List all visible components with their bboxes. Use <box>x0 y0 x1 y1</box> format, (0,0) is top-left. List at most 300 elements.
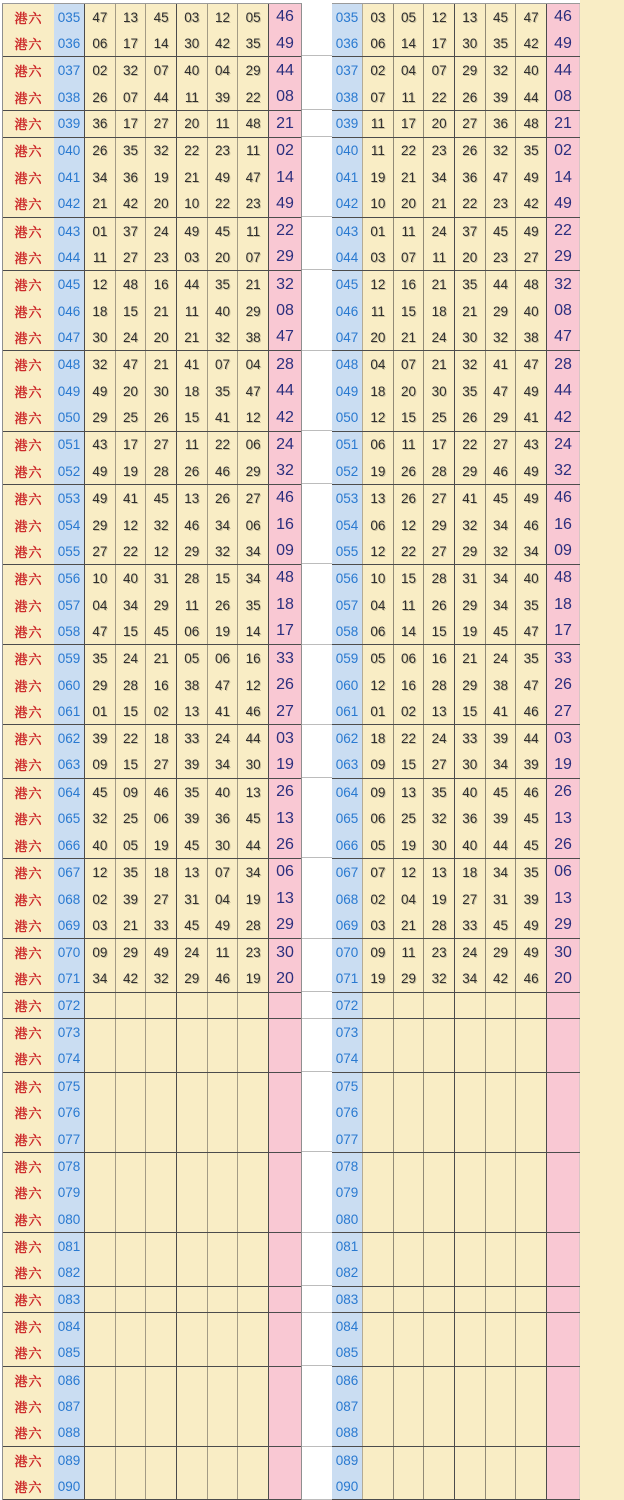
number-cell <box>238 1046 269 1072</box>
sorted-number-cell: 41 <box>516 405 547 431</box>
draw-type-label: 港六 <box>3 191 54 217</box>
special-number-cell: 48 <box>269 565 301 592</box>
sorted-number-cell <box>516 1287 547 1313</box>
number-cell <box>238 1393 269 1420</box>
draw-row-037 <box>332 57 580 84</box>
sorted-number-cell: 45 <box>486 4 517 31</box>
draw-row-045 <box>332 271 580 298</box>
special-number-cell: 20 <box>269 966 301 992</box>
period-cell: 076 <box>54 1099 85 1126</box>
number-cell <box>177 1447 208 1474</box>
special-number-cell <box>547 1260 580 1286</box>
period-cell: 067 <box>332 859 363 886</box>
number-cell <box>208 1046 239 1072</box>
number-cell: 19 <box>238 886 269 913</box>
draw-row-079 <box>332 1180 580 1207</box>
draw-type-label: 港六 <box>3 1420 54 1446</box>
sorted-number-cell <box>424 1447 455 1474</box>
sorted-number-cell: 44 <box>516 84 547 110</box>
number-cell <box>208 1180 239 1207</box>
special-number-cell: 48 <box>547 565 580 592</box>
number-cell: 35 <box>238 31 269 57</box>
number-cell <box>146 1447 177 1474</box>
sorted-number-cell <box>486 1474 517 1500</box>
sorted-number-cell <box>455 1073 486 1100</box>
draw-row-085 <box>3 1340 301 1367</box>
sorted-number-cell: 29 <box>455 458 486 484</box>
number-cell <box>146 1340 177 1366</box>
number-cell <box>208 1287 239 1313</box>
sorted-number-cell <box>424 1046 455 1072</box>
period-cell: 047 <box>54 325 85 351</box>
sorted-number-cell: 32 <box>424 966 455 992</box>
number-cell: 32 <box>146 138 177 165</box>
draws-table-original-order <box>2 3 302 1500</box>
sorted-number-cell <box>363 1340 394 1366</box>
number-cell: 16 <box>146 271 177 298</box>
sorted-number-cell: 46 <box>516 512 547 539</box>
special-number-cell: 17 <box>269 619 301 645</box>
number-cell: 48 <box>238 111 269 137</box>
period-cell: 044 <box>54 244 85 270</box>
number-cell <box>238 1206 269 1232</box>
sorted-number-cell <box>394 1180 425 1207</box>
sorted-number-cell <box>486 1260 517 1286</box>
period-cell: 077 <box>54 1126 85 1152</box>
number-cell <box>85 1474 116 1500</box>
number-cell: 47 <box>238 378 269 405</box>
draw-row-083 <box>332 1287 580 1314</box>
sorted-number-cell <box>486 1153 517 1180</box>
sorted-number-cell: 33 <box>455 725 486 752</box>
period-cell: 064 <box>332 779 363 806</box>
number-cell <box>85 1393 116 1420</box>
number-cell: 01 <box>85 699 116 725</box>
special-number-cell <box>547 1046 580 1072</box>
sorted-number-cell: 16 <box>424 645 455 672</box>
number-cell <box>208 1340 239 1366</box>
sorted-number-cell <box>424 1393 455 1420</box>
number-cell: 46 <box>146 779 177 806</box>
special-number-cell: 18 <box>269 592 301 619</box>
sorted-number-cell <box>516 1260 547 1286</box>
sorted-number-cell: 03 <box>363 244 394 270</box>
draw-row-041 <box>332 164 580 191</box>
sorted-number-cell: 47 <box>516 619 547 645</box>
number-cell: 41 <box>177 351 208 378</box>
sorted-number-cell: 24 <box>424 725 455 752</box>
right-margin-strip <box>580 0 624 1500</box>
sorted-number-cell: 27 <box>486 432 517 459</box>
number-cell: 18 <box>146 859 177 886</box>
number-cell: 07 <box>208 351 239 378</box>
draw-row-068 <box>332 886 580 913</box>
number-cell: 15 <box>116 699 147 725</box>
period-cell: 043 <box>332 218 363 245</box>
special-number-cell <box>269 1313 301 1340</box>
number-cell: 20 <box>208 244 239 270</box>
sorted-number-cell: 15 <box>394 405 425 431</box>
number-cell <box>85 1367 116 1394</box>
sorted-number-cell: 27 <box>424 485 455 512</box>
number-cell: 07 <box>238 244 269 270</box>
number-cell: 36 <box>208 806 239 833</box>
period-cell: 037 <box>332 57 363 84</box>
sorted-number-cell: 43 <box>516 432 547 459</box>
number-cell: 30 <box>238 752 269 778</box>
draw-row-089 <box>332 1447 580 1474</box>
number-cell: 05 <box>116 832 147 858</box>
sorted-number-cell <box>394 1313 425 1340</box>
number-cell: 47 <box>208 672 239 699</box>
number-cell: 43 <box>85 432 116 459</box>
number-cell: 30 <box>85 325 116 351</box>
period-cell: 071 <box>54 966 85 992</box>
sorted-number-cell: 35 <box>516 592 547 619</box>
sorted-number-cell <box>516 1206 547 1232</box>
sorted-number-cell: 19 <box>455 619 486 645</box>
number-cell: 28 <box>146 458 177 484</box>
period-cell: 074 <box>332 1046 363 1072</box>
sorted-number-cell <box>455 1447 486 1474</box>
sorted-number-cell <box>455 1474 486 1500</box>
number-cell: 04 <box>208 57 239 84</box>
number-cell: 18 <box>146 725 177 752</box>
sorted-number-cell: 49 <box>516 485 547 512</box>
number-cell: 27 <box>116 244 147 270</box>
number-cell <box>238 1126 269 1152</box>
sorted-number-cell: 26 <box>424 592 455 619</box>
number-cell: 12 <box>208 4 239 31</box>
number-cell: 22 <box>177 138 208 165</box>
period-cell: 036 <box>54 31 85 57</box>
number-cell: 24 <box>116 645 147 672</box>
sorted-number-cell: 04 <box>363 351 394 378</box>
number-cell <box>146 1073 177 1100</box>
draw-row-040 <box>3 138 301 165</box>
sorted-number-cell: 22 <box>455 432 486 459</box>
number-cell <box>85 1126 116 1152</box>
draw-type-label: 港六 <box>3 565 54 592</box>
number-cell: 22 <box>208 191 239 217</box>
sorted-number-cell <box>424 1073 455 1100</box>
special-number-cell: 32 <box>547 271 580 298</box>
sorted-number-cell <box>363 1393 394 1420</box>
draw-type-label: 港六 <box>3 1233 54 1260</box>
period-cell: 087 <box>332 1393 363 1420</box>
special-number-cell: 03 <box>547 725 580 752</box>
sorted-number-cell: 27 <box>455 886 486 913</box>
sorted-number-cell: 04 <box>394 886 425 913</box>
sorted-number-cell <box>424 1233 455 1260</box>
sorted-number-cell: 30 <box>455 31 486 57</box>
period-cell: 064 <box>54 779 85 806</box>
draw-row-080 <box>332 1206 580 1233</box>
period-cell: 065 <box>54 806 85 833</box>
number-cell: 40 <box>85 832 116 858</box>
special-number-cell: 08 <box>547 298 580 325</box>
number-cell: 40 <box>116 565 147 592</box>
sorted-number-cell <box>516 1233 547 1260</box>
number-cell: 20 <box>116 378 147 405</box>
sorted-number-cell: 20 <box>363 325 394 351</box>
number-cell <box>116 1313 147 1340</box>
sorted-number-cell: 30 <box>455 325 486 351</box>
sorted-number-cell <box>516 1099 547 1126</box>
draw-row-072 <box>3 993 301 1020</box>
sorted-number-cell <box>394 1420 425 1446</box>
draw-row-064 <box>3 779 301 806</box>
sorted-number-cell: 12 <box>424 4 455 31</box>
special-number-cell <box>269 1367 301 1394</box>
draw-row-076 <box>3 1099 301 1126</box>
special-number-cell: 13 <box>547 886 580 913</box>
sorted-number-cell: 09 <box>363 939 394 966</box>
period-cell: 057 <box>54 592 85 619</box>
draw-type-label: 港六 <box>3 84 54 110</box>
draw-type-label: 港六 <box>3 485 54 512</box>
period-cell: 079 <box>332 1180 363 1207</box>
sorted-number-cell <box>455 1099 486 1126</box>
draw-row-055 <box>3 538 301 565</box>
number-cell: 11 <box>177 298 208 325</box>
sorted-number-cell: 21 <box>394 325 425 351</box>
period-cell: 052 <box>332 458 363 484</box>
number-cell: 38 <box>238 325 269 351</box>
special-number-cell <box>269 1420 301 1446</box>
sorted-number-cell: 49 <box>516 912 547 938</box>
special-number-cell: 46 <box>547 485 580 512</box>
sorted-number-cell: 06 <box>394 645 425 672</box>
sorted-number-cell <box>486 1393 517 1420</box>
draw-row-063 <box>332 752 580 779</box>
sorted-number-cell: 17 <box>424 432 455 459</box>
sorted-number-cell <box>363 1073 394 1100</box>
draw-row-082 <box>3 1260 301 1287</box>
sorted-number-cell <box>455 1260 486 1286</box>
draw-row-074 <box>3 1046 301 1073</box>
sorted-number-cell: 35 <box>486 31 517 57</box>
sorted-number-cell: 29 <box>455 57 486 84</box>
number-cell: 02 <box>146 699 177 725</box>
number-cell: 12 <box>116 512 147 539</box>
special-number-cell: 29 <box>547 912 580 938</box>
number-cell: 32 <box>85 806 116 833</box>
special-number-cell <box>269 1180 301 1207</box>
sorted-number-cell <box>455 1393 486 1420</box>
number-cell <box>177 1313 208 1340</box>
period-cell: 072 <box>54 993 85 1019</box>
special-number-cell <box>269 1233 301 1260</box>
sorted-number-cell <box>516 1447 547 1474</box>
number-cell: 19 <box>238 966 269 992</box>
period-cell: 043 <box>54 218 85 245</box>
sorted-number-cell: 46 <box>516 966 547 992</box>
sorted-number-cell: 19 <box>363 458 394 484</box>
sorted-number-cell <box>394 1233 425 1260</box>
special-number-cell: 28 <box>547 351 580 378</box>
draw-row-054 <box>332 512 580 539</box>
number-cell: 21 <box>177 164 208 191</box>
draw-type-label: 港六 <box>3 57 54 84</box>
special-number-cell: 08 <box>269 84 301 110</box>
number-cell <box>85 1340 116 1366</box>
period-cell: 052 <box>54 458 85 484</box>
number-cell: 10 <box>85 565 116 592</box>
number-cell <box>238 1313 269 1340</box>
draw-row-075 <box>3 1073 301 1100</box>
draw-type-label: 港六 <box>3 993 54 1019</box>
period-cell: 078 <box>54 1153 85 1180</box>
draw-row-044 <box>332 244 580 271</box>
number-cell: 12 <box>238 405 269 431</box>
number-cell: 49 <box>146 939 177 966</box>
sorted-number-cell: 46 <box>486 458 517 484</box>
special-number-cell: 21 <box>269 111 301 137</box>
special-number-cell <box>269 1474 301 1500</box>
period-cell: 083 <box>54 1287 85 1313</box>
period-cell: 069 <box>54 912 85 938</box>
draw-type-label: 港六 <box>3 1474 54 1500</box>
draw-row-043 <box>3 218 301 245</box>
number-cell: 14 <box>238 619 269 645</box>
period-cell: 073 <box>332 1019 363 1046</box>
sorted-number-cell: 13 <box>424 859 455 886</box>
draw-type-label: 港六 <box>3 912 54 938</box>
number-cell: 01 <box>85 218 116 245</box>
sorted-number-cell: 45 <box>486 218 517 245</box>
number-cell: 13 <box>177 485 208 512</box>
number-cell: 29 <box>85 405 116 431</box>
number-cell: 42 <box>116 191 147 217</box>
sorted-number-cell: 11 <box>424 244 455 270</box>
number-cell <box>116 1393 147 1420</box>
sorted-number-cell <box>363 1153 394 1180</box>
draw-type-label: 港六 <box>3 31 54 57</box>
number-cell: 48 <box>116 271 147 298</box>
sorted-number-cell <box>516 1367 547 1394</box>
sorted-number-cell: 32 <box>486 57 517 84</box>
draw-type-label: 港六 <box>3 4 54 31</box>
sorted-number-cell: 02 <box>363 57 394 84</box>
sorted-number-cell: 39 <box>486 806 517 833</box>
draw-row-052 <box>332 458 580 485</box>
draw-row-038 <box>3 84 301 111</box>
sorted-number-cell: 21 <box>394 912 425 938</box>
special-number-cell: 46 <box>269 4 301 31</box>
sorted-number-cell: 44 <box>486 271 517 298</box>
draw-row-042 <box>3 191 301 218</box>
sorted-number-cell: 49 <box>516 458 547 484</box>
draw-row-056 <box>332 565 580 592</box>
sorted-number-cell: 10 <box>363 191 394 217</box>
draw-row-056 <box>3 565 301 592</box>
draw-row-048 <box>3 351 301 378</box>
sorted-number-cell: 20 <box>394 378 425 405</box>
special-number-cell: 26 <box>269 832 301 858</box>
number-cell: 28 <box>238 912 269 938</box>
number-cell: 47 <box>85 619 116 645</box>
number-cell <box>116 1206 147 1232</box>
period-cell: 090 <box>332 1474 363 1500</box>
number-cell: 44 <box>177 271 208 298</box>
sorted-number-cell <box>424 1099 455 1126</box>
number-cell: 07 <box>208 859 239 886</box>
period-cell: 072 <box>332 993 363 1019</box>
draw-row-081 <box>332 1233 580 1260</box>
sorted-number-cell: 28 <box>424 912 455 938</box>
number-cell: 15 <box>116 752 147 778</box>
draw-row-048 <box>332 351 580 378</box>
number-cell <box>146 1180 177 1207</box>
number-cell: 49 <box>208 912 239 938</box>
draw-row-089 <box>3 1447 301 1474</box>
number-cell: 26 <box>146 405 177 431</box>
period-cell: 046 <box>54 298 85 325</box>
sorted-number-cell <box>486 993 517 1019</box>
draw-row-062 <box>3 725 301 752</box>
draw-row-045 <box>3 271 301 298</box>
sorted-number-cell: 24 <box>424 325 455 351</box>
number-cell: 06 <box>146 806 177 833</box>
sorted-number-cell <box>486 1287 517 1313</box>
special-number-cell <box>547 1019 580 1046</box>
special-number-cell <box>269 1393 301 1420</box>
number-cell: 17 <box>116 111 147 137</box>
number-cell: 49 <box>177 218 208 245</box>
number-cell <box>238 1474 269 1500</box>
period-cell: 053 <box>54 485 85 512</box>
number-cell: 16 <box>146 672 177 699</box>
sorted-number-cell: 39 <box>486 725 517 752</box>
draws-table-sorted <box>332 3 580 1500</box>
number-cell: 36 <box>85 111 116 137</box>
period-cell: 078 <box>332 1153 363 1180</box>
sorted-number-cell: 45 <box>516 806 547 833</box>
number-cell <box>177 1206 208 1232</box>
sorted-number-cell <box>455 1313 486 1340</box>
sorted-number-cell: 29 <box>455 538 486 564</box>
period-cell: 077 <box>332 1126 363 1152</box>
special-number-cell: 21 <box>547 111 580 137</box>
number-cell <box>116 1287 147 1313</box>
number-cell: 34 <box>208 512 239 539</box>
number-cell: 12 <box>238 672 269 699</box>
draw-row-039 <box>3 111 301 138</box>
number-cell: 23 <box>238 939 269 966</box>
draw-row-050 <box>3 405 301 432</box>
number-cell <box>238 1233 269 1260</box>
sorted-number-cell: 18 <box>363 725 394 752</box>
sorted-number-cell: 15 <box>394 565 425 592</box>
sorted-number-cell <box>394 1073 425 1100</box>
sorted-number-cell: 23 <box>486 244 517 270</box>
number-cell: 28 <box>116 672 147 699</box>
special-number-cell: 02 <box>547 138 580 165</box>
period-cell: 073 <box>54 1019 85 1046</box>
draw-type-label: 港六 <box>3 752 54 778</box>
draw-row-067 <box>3 859 301 886</box>
special-number-cell: 19 <box>269 752 301 778</box>
sorted-number-cell: 01 <box>363 699 394 725</box>
special-number-cell <box>547 1180 580 1207</box>
sorted-number-cell <box>516 1393 547 1420</box>
number-cell: 30 <box>208 832 239 858</box>
draw-type-label: 港六 <box>3 405 54 431</box>
number-cell: 18 <box>85 298 116 325</box>
draw-row-070 <box>3 939 301 966</box>
number-cell <box>208 1313 239 1340</box>
